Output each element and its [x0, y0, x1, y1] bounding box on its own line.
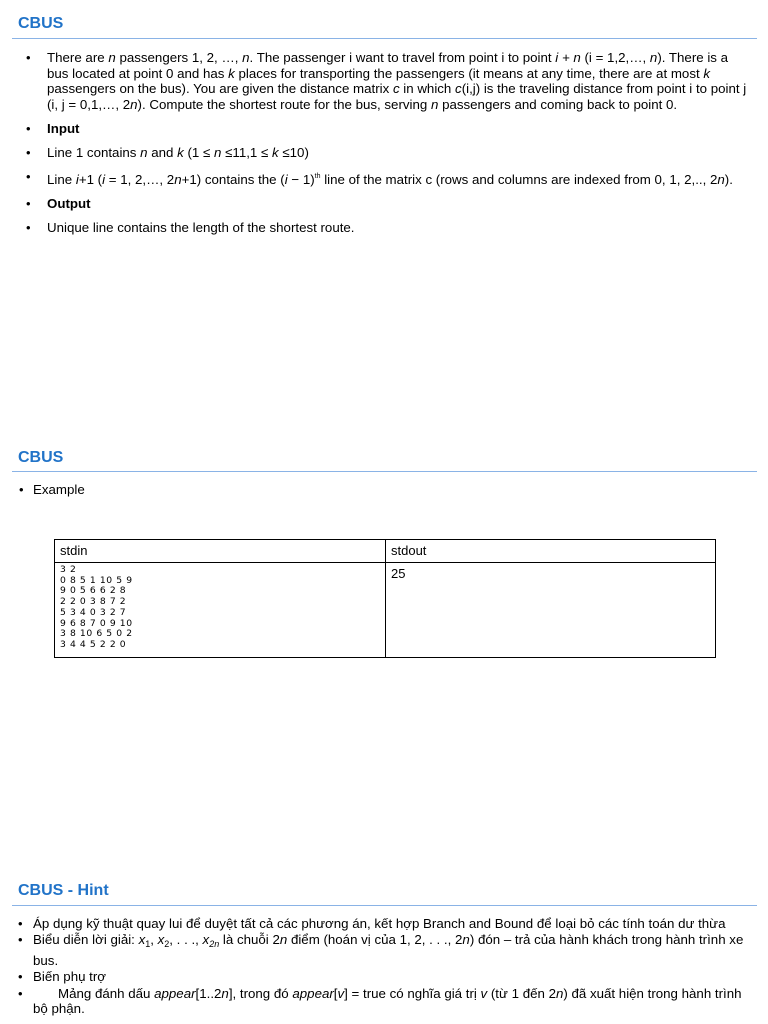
- stdout-content: 25: [391, 566, 406, 581]
- bullet-icon: •: [26, 168, 31, 184]
- title-divider: [12, 471, 757, 472]
- bullet-icon: •: [19, 482, 24, 497]
- problem-bullets: [26, 50, 752, 244]
- list-item: • Example: [19, 482, 85, 497]
- list-item: • Mảng đánh dấu appear[1..2n], trong đó appear[v] = true có nghĩa giá trị v (từ 1 đến 2n) đã xuất hiện trong hành trình bộ phận.: [18, 985, 742, 1017]
- bullet-icon: •: [26, 120, 31, 136]
- stdin-content: 3 2 0 8 5 1 10 5 9 9 0 5 6 6 2 8 2 2 0 3 8 7 2 5 3 4 0 3 2 7 9 6 8 7 0 9 10 3 8 10 6 5 0 2 3 4 4 5 2 2 0: [60, 564, 133, 650]
- bullet-icon: •: [26, 219, 31, 235]
- stdout-header: stdout: [386, 540, 716, 563]
- list-item: • There are n passengers 1, 2, …, n. The passenger i want to travel from point i to point i + n (i = 1,2,…, n). There is a bus located at point 0 and has k places for transporting the passengers (it means at any time, there are at most k passengers on the bus). You are given the distance matrix c in which c(i,j) is the traveling distance from point i to point j (i, j = 0,1,…, 2n). Compute the shortest route for the bus, serving n passengers and coming back to point 0.: [26, 50, 747, 112]
- list-item: • Áp dụng kỹ thuật quay lui để duyệt tất cả các phương án, kết hợp Branch and Bound để loại bỏ các tính toán dư thừa: [18, 916, 726, 931]
- bullet-icon: •: [26, 144, 31, 160]
- list-item: • Biểu diễn lời giải: $x_1$, $x_2$, . . ., $x_{2n}$ là chuỗi 2n điểm (hoán vị của 1, 2, . . ., 2n) đón – trả của hành khách trong hành trình xe bus.: [18, 932, 744, 969]
- table-row: [55, 563, 716, 658]
- bullet-icon: •: [26, 50, 31, 65]
- title-divider: [12, 905, 757, 906]
- bullet-icon: •: [18, 985, 23, 1001]
- bullet-icon: •: [18, 932, 23, 948]
- example-bullets: [19, 482, 733, 498]
- bullet-icon: •: [26, 195, 31, 211]
- slide-title: CBUS: [18, 449, 64, 466]
- list-item: • Biến phụ trợ: [18, 969, 107, 985]
- hint-bullets: [18, 916, 751, 1018]
- slide-title: CBUS: [18, 15, 64, 32]
- stdout-cell: [386, 563, 716, 658]
- stdin-header: stdin: [55, 540, 386, 563]
- output-heading: • Output: [26, 195, 91, 211]
- slide-problem: [0, 0, 768, 400]
- bullet-icon: •: [18, 969, 23, 985]
- slide-title: CBUS - Hint: [18, 882, 109, 899]
- list-item: • Unique line contains the length of the shortest route.: [26, 219, 355, 235]
- bullet-icon: •: [18, 916, 23, 931]
- list-item: • Line i+1 (i = 1, 2,…, 2n+1) contains the $(i - 1)^{th}$ line of the matrix c (rows and columns are indexed from 0, 1, 2,.., 2n).: [26, 168, 733, 187]
- list-item: • Line 1 contains n and k (1 ≤ n ≤11,1 ≤ k ≤10): [26, 144, 309, 160]
- input-heading: • Input: [26, 120, 80, 136]
- stdin-cell: [55, 563, 386, 658]
- example-table: [54, 539, 716, 658]
- table-header-row: [55, 540, 716, 563]
- title-divider: [12, 38, 757, 39]
